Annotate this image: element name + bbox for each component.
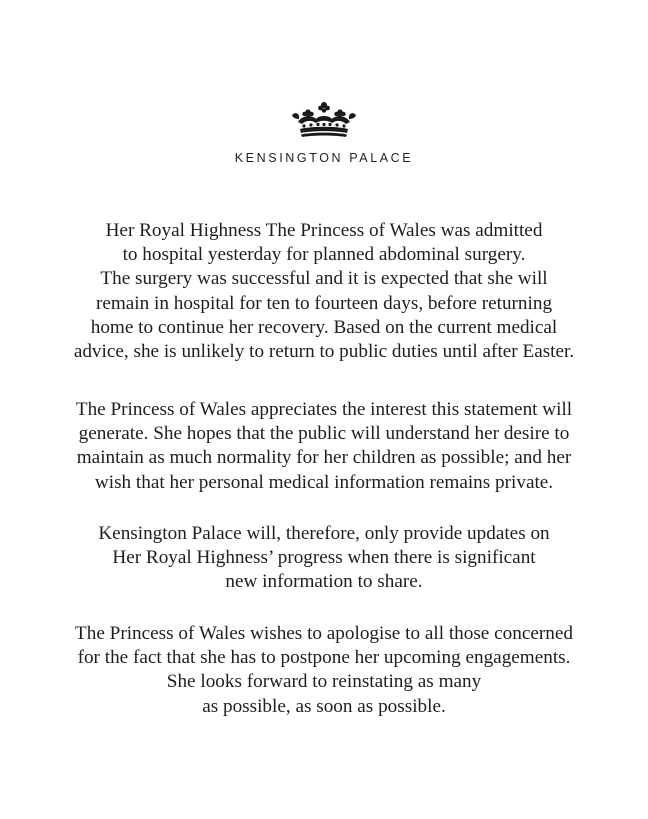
org-name: KENSINGTON PALACE bbox=[234, 151, 414, 165]
statement-paragraph-1 bbox=[40, 219, 608, 364]
statement-line: She looks forward to reinstating as many bbox=[166, 671, 482, 693]
statement-line: home to continue her recovery. Based on the current medical bbox=[90, 316, 558, 338]
statement-line: Her Royal Highness The Princess of Wales was admitted bbox=[105, 220, 543, 241]
crown-icon bbox=[290, 100, 358, 140]
statement-paragraph-3 bbox=[40, 522, 608, 595]
statement-line: to hospital yesterday for planned abdominal surgery. bbox=[122, 244, 526, 266]
statement-paragraph-2 bbox=[40, 398, 608, 495]
statement-line: remain in hospital for ten to fourteen days, before returning bbox=[95, 292, 553, 314]
statement-line: The Princess of Wales appreciates the interest this statement will bbox=[75, 399, 573, 420]
statement-line: as possible, as soon as possible. bbox=[202, 695, 446, 717]
statement-line: for the fact that she has to postpone her upcoming engagements. bbox=[77, 647, 571, 669]
statement-line: advice, she is unlikely to return to public duties until after Easter. bbox=[73, 341, 575, 363]
statement-line: Kensington Palace will, therefore, only provide updates on bbox=[98, 523, 550, 544]
statement-line: wish that her personal medical information remains private. bbox=[94, 471, 554, 493]
statement-line: The surgery was successful and it is expected that she will bbox=[100, 268, 548, 290]
statement-line: Her Royal Highness’ progress when there is significant bbox=[112, 547, 536, 569]
statement-line: new information to share. bbox=[225, 571, 423, 593]
statement-line: The Princess of Wales wishes to apologise to all those concerned bbox=[75, 623, 573, 644]
statement-paragraph-4 bbox=[40, 622, 608, 719]
statement-line: maintain as much normality for her children as possible; and her bbox=[76, 447, 572, 469]
statement-line: generate. She hopes that the public will understand her desire to bbox=[78, 423, 570, 445]
